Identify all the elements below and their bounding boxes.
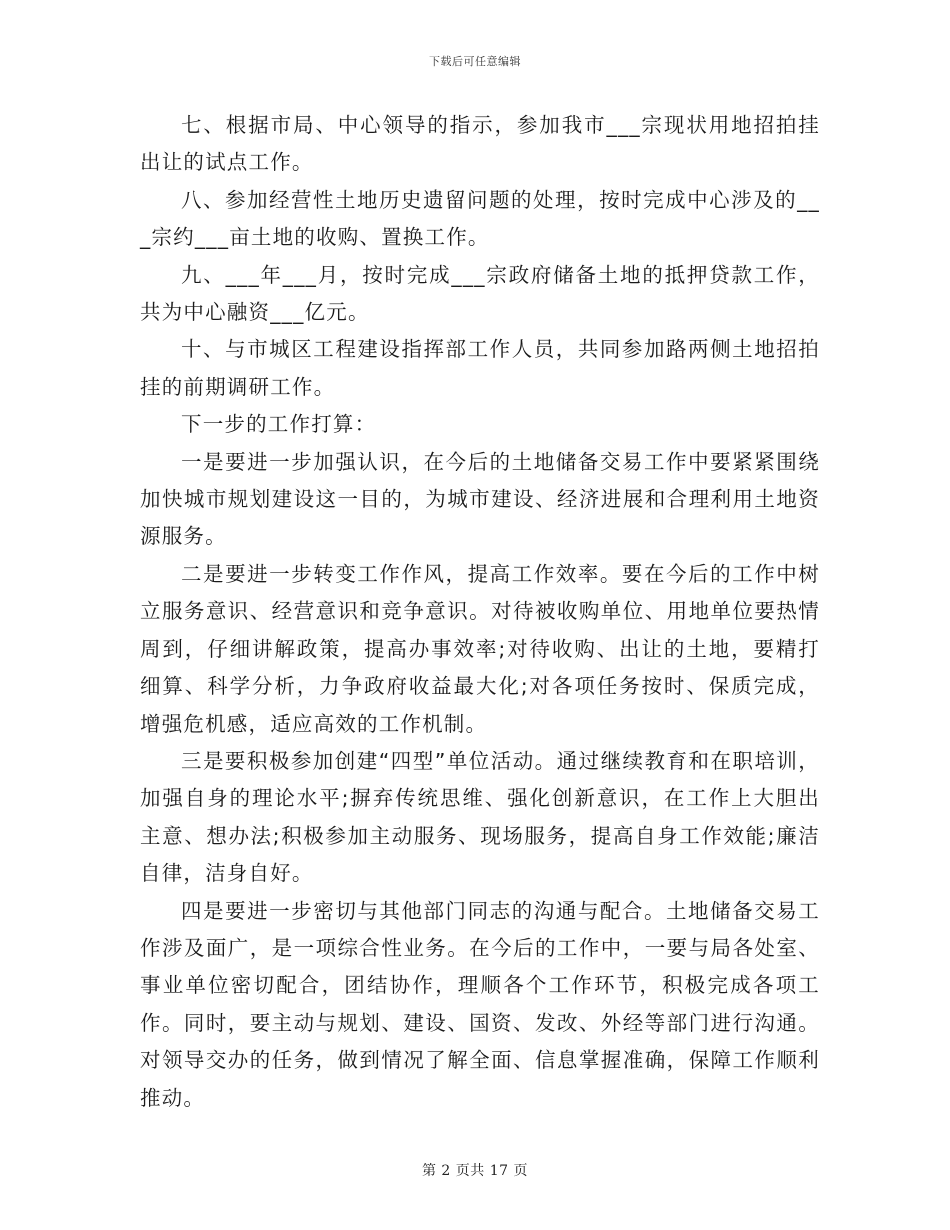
- document-body: [140, 107, 820, 1117]
- plan-item-4: 四是要进一步密切与其他部门同志的沟通与配合。土地储备交易工作涉及面广，是一项综合性业务。在今后的工作中，一要与局各处室、事业单位密切配合，团结协作，理顺各个工作环节，积极完成各项工作。同时，要主动与规划、建设、国资、发改、外经等部门进行沟通。对领导交办的任务，做到情况了解全面、信息掌握准确，保障工作顺利推动。: [140, 898, 820, 1110]
- paragraph-10: 十、与市城区工程建设指挥部工作人员，共同参加路两侧土地招拍挂的前期调研工作。: [140, 337, 820, 399]
- next-steps-heading: 下一步的工作打算：: [181, 412, 377, 437]
- plan-item-3: 三是要积极参加创建“四型”单位活动。通过继续教育和在职培训，加强自身的理论水平;摒弃传统思维、强化创新意识，在工作上大胆出主意、想办法;积极参加主动服务、现场服务，提高自身工作效能;廉洁自律，洁身自好。: [140, 748, 820, 886]
- paragraph-9: 九、___年___月，按时完成___宗政府储备土地的抵押贷款工作，共为中心融资___亿元。: [140, 262, 820, 325]
- paragraph-8: 八、参加经营性土地历史遗留问题的处理，按时完成中心涉及的___宗约___亩土地的收购、置换工作。: [140, 187, 820, 250]
- plan-item-2: 二是要进一步转变工作作风，提高工作效率。要在今后的工作中树立服务意识、经营意识和竞争意识。对待被收购单位、用地单位要热情周到，仔细讲解政策，提高办事效率;对待收购、出让的土地，要精打细算、科学分析，力争政府收益最大化;对各项任务按时、保质完成，增强危机感，适应高效的工作机制。: [140, 561, 820, 736]
- header-note: 下载后可任意编辑: [429, 55, 521, 68]
- paragraph-7: 七、根据市局、中心领导的指示，参加我市___宗现状用地招拍挂出让的试点工作。: [140, 113, 820, 175]
- page-number: 第 2 页共 17 页: [421, 1163, 529, 1179]
- plan-item-1: 一是要进一步加强认识，在今后的土地储备交易工作中要紧紧围绕加快城市规划建设这一目的，为城市建设、经济进展和合理利用土地资源服务。: [140, 449, 820, 549]
